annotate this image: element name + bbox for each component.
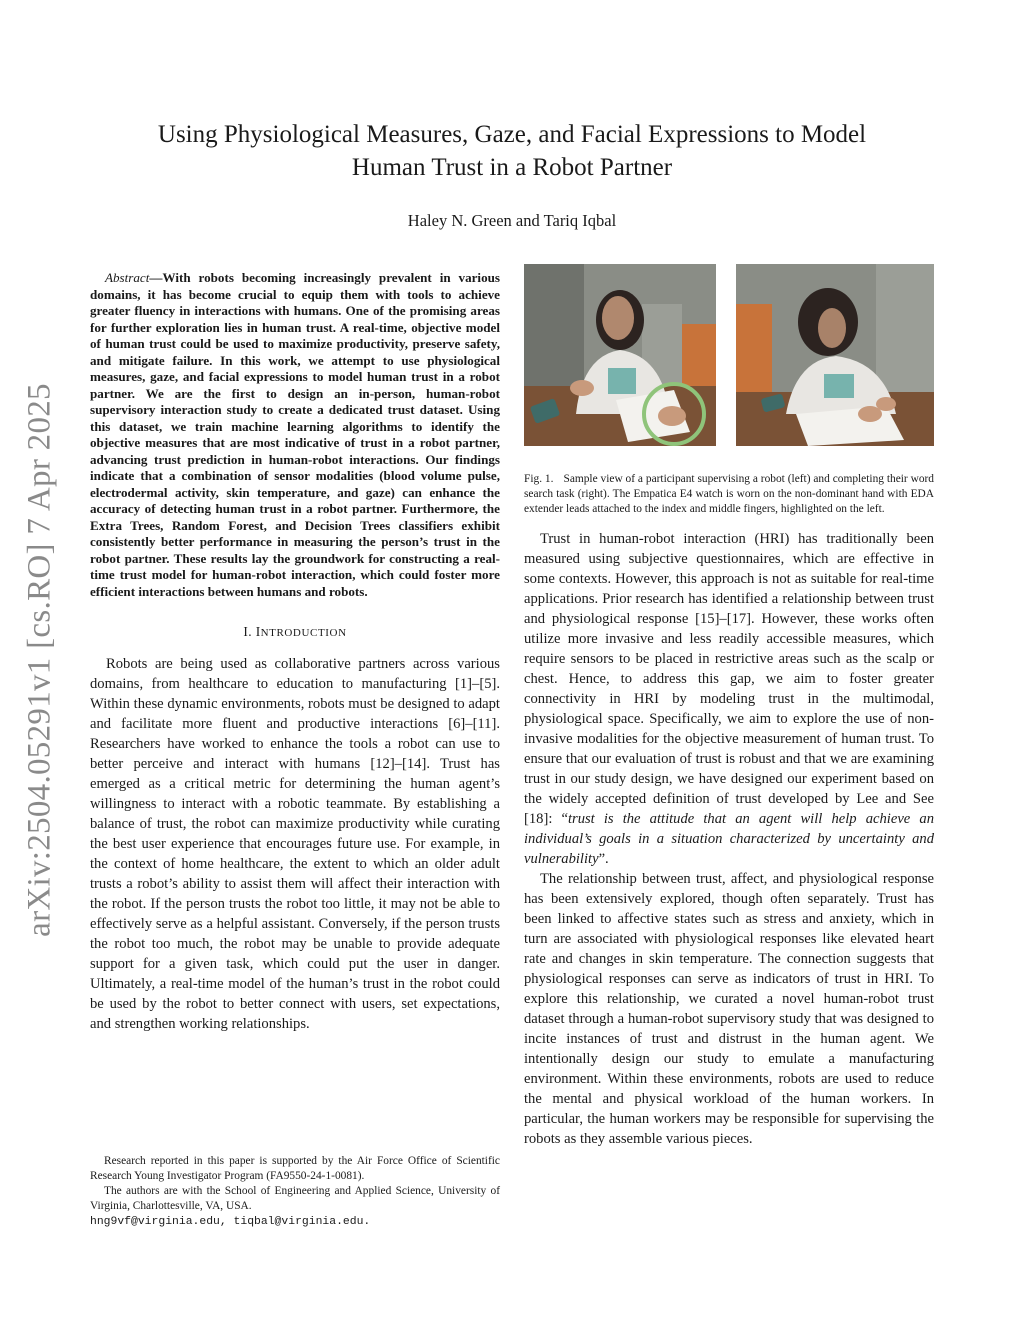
paper-authors: Haley N. Green and Tariq Iqbal [407,211,617,230]
arxiv-side-identifier [0,340,80,980]
footnote-emails [90,1214,500,1230]
footnote-affiliation: The authors are with the School of Engineering and Applied Science, University of Virginia, Charlottesville, VA, USA. [90,1185,500,1212]
para1-quote-end: ”. [598,851,609,867]
right-paragraph-2: The relationship between trust, affect, and physiological response has been extensively explored, though often separately. Trust has been linked to affective states such as stress and anxiety, which in turn are associated with physiological responses like elevated heart rate and changes in skin temperature. The connection suggests that physiological responses can serve as indicators of trust in HRI. To explore this relationship, we curated a novel human-robot trust dataset through a human-robot supervisory study that was designed to incite instances of trust and distrust in the human agent. We intentionally design our study to emulate a manufacturing environment. Within these environments, robots are used to reduce the mental and physical workload of the human workers. In particular, the human workers may be responsible for supervising the robots as they assemble various pieces. [524,871,934,1147]
footnotes [90,1154,500,1230]
photo-supervising-robot [524,264,716,446]
figure-1-caption [524,472,934,517]
title-line-1: Using Physiological Measures, Gaze, and Facial Expressions to Model [157,121,867,148]
abstract [90,270,500,600]
intro-paragraph: Robots are being used as collaborative partners across various domains, from healthcare to education to manufacturing [1]–[5]. Within these dynamic environments, robots must be designed to adapt and facilitate more fluent and productive interactions [6]–[11]. Researchers have worked to enhance the tools a robot can use to better perceive and interact with humans [12]–[14]. Trust has emerged as a critical metric for determining the human agent’s willingness to interact with a robotic teammate. By establishing a balance of trust, the robot can maximize productivity while curating the best user experience that encourages future use. For example, in the context of home healthcare, the extent to which an older adult trusts a robot’s ability to assist them will affect their interaction with the robot. If the person trusts the robot too little, it may not be able to effectively serve as a helpful assistant. Conversely, if the person trusts the robot too much, the robot may be unable to provide adequate support for a given task, which could put the user in danger. Ultimately, a real-time model of the human’s trust in the robot could be used by the robot to better connect with users, set expectations, and strengthen working relationships. [90,656,500,1032]
section-title-first-letter: I [255,624,261,639]
paper-title [100,118,924,184]
abstract-dash: — [149,270,163,285]
figure-caption-text: Sample view of a participant supervising a robot (left) and completing their word search task (right). The Empatica E4 watch is worn on the non-dominant hand with EDA extender leads attached to the index and middle fingers, highlighted on the left. [524,473,935,515]
para1-text: Trust in human-robot interaction (HRI) has traditionally been measured using subjective questionnaires, which are effective in some contexts. However, this approach is not as suitable for real-time applications. Prior research has identified a relationship between trust and physiological response [15]–[17]. However, these works often utilize more invasive and less readily accessible measures, which require sensors to be placed in restrictive areas such as the scalp or chest. Hence, to address this gap, we aim to foster greater connectivity in HRI by modeling trust in the multimodal, physiological space. Specifically, we aim to explore the use of non-invasive modalities for the objective measurement of human trust. To ensure that our evaluation of trust is robust and that we are examining trust in our study design, we have designed our experiment based on the widely accepted definition of trust developed by Lee and See [18]: “ [524,531,934,827]
abstract-label: Abstract [105,270,150,285]
section-title-rest: NTRODUCTION [260,627,347,639]
abstract-text: With robots becoming increasingly prevalent in various domains, it has become crucial to equip them with tools to achieve greater fluency in interactions with humans. One of the promising areas for further exploration lies in human trust. A real-time, objective model of human trust could be used to maximize productivity, preserve safety, and mitigate failure. In this work, we attempt to use physiological measures, gaze, and facial expressions to model human trust in a robot partner. We are the first to design an in-person, human-robot supervisory interaction study to create a dedicated trust dataset. Using this dataset, we train machine learning algorithms to identify the objective measures that are most indicative of trust in a robot partner, advancing trust prediction in human-robot interactions. Our findings indicate that a combination of sensor modalities (blood volume pulse, electrodermal activity, skin temperature, and gaze) can enhance the accuracy of detecting human trust in a robot partner. Furthermore, the Extra Trees, Random Forest, and Decision Trees classifiers exhibit consistently better performance in measuring the person’s trust in the robot partner. These results lay the groundwork for constructing a real-time trust model for human-robot interaction, which could foster more efficient interactions between humans and robots. [90,270,500,599]
section-heading-introduction [90,624,500,640]
author-emails: hng9vf@virginia.edu, tiqbal@virginia.edu. [90,1216,371,1228]
left-column [90,270,500,1034]
title-line-2: Human Trust in a Robot Partner [351,154,673,181]
section-number: I. [243,624,252,639]
arxiv-id-text: arXiv:2504.05291v1 [cs.RO] 7 Apr 2025 [21,383,58,937]
footnote-funding: Research reported in this paper is supported by the Air Force Office of Scientific Research Young Investigator Program (FA9550-24-1-0081). [90,1155,500,1182]
figure-1-images [524,264,934,446]
right-paragraph-1 [524,529,934,869]
photo-word-search-task [736,264,934,446]
trust-definition-quote: trust is the attitude that an agent will help achieve an individual’s goals in a situation characterized by uncertainty and vulnerability [524,811,934,867]
photo-right-illustration [736,264,934,446]
photo-left-illustration [524,264,716,446]
right-column [524,264,934,1149]
figure-label: Fig. 1. [524,473,554,485]
